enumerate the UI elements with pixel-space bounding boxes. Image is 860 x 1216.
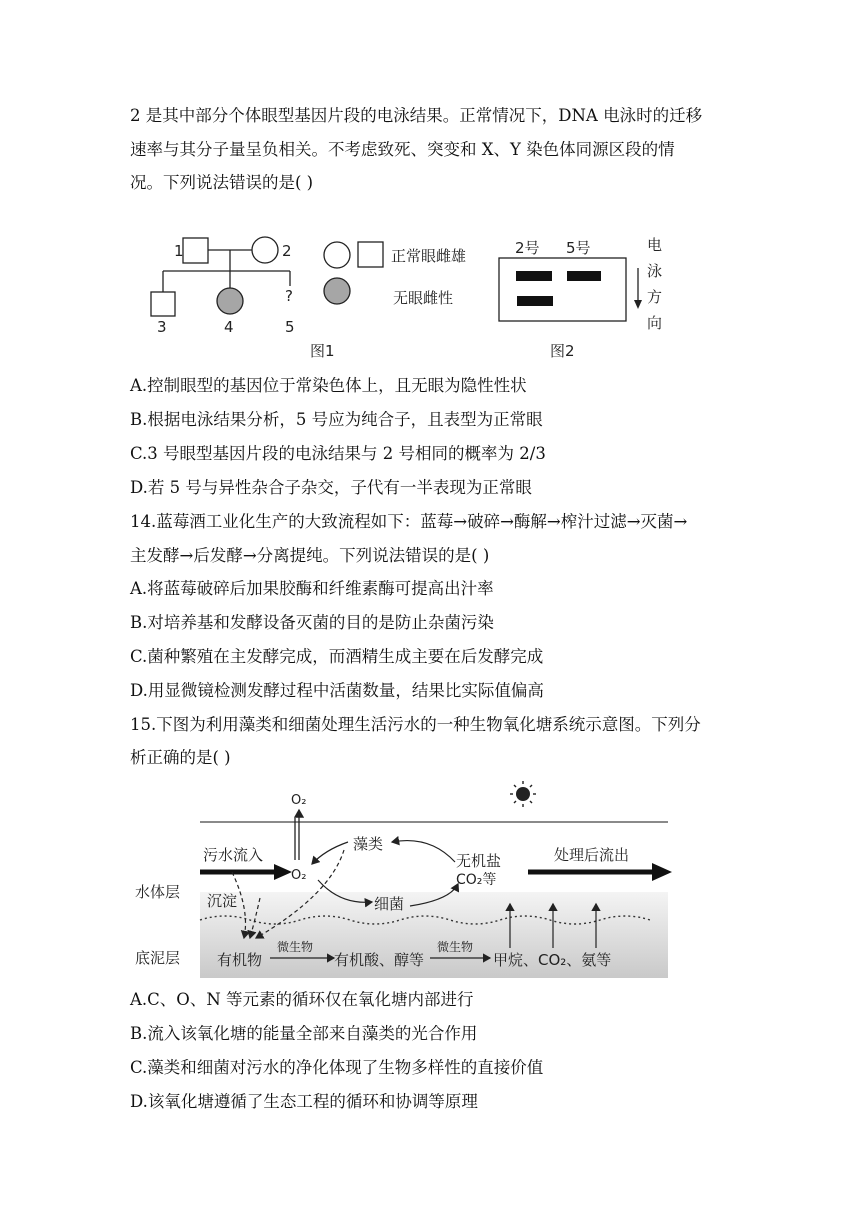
inflow-label: 污水流入 [203, 846, 264, 864]
q14-option-a: A.将蓝莓破碎后加果胶酶和纤维素酶可提高出汁率 [130, 579, 494, 598]
q15-option-a: A.C、O、N 等元素的循环仅在氧化塘内部进行 [130, 990, 474, 1009]
outflow-label: 处理后流出 [554, 846, 630, 864]
figure1-caption: 图1 [310, 342, 335, 360]
mud-layer-label: 底泥层 [135, 949, 181, 967]
q14-option-c: C.菌种繁殖在主发酵完成，而酒精生成主要在后发酵完成 [130, 647, 544, 666]
microbe-label-2: 微生物 [437, 940, 474, 954]
q13-option-a: A.控制眼型的基因位于常染色体上，且无眼为隐性性状 [130, 376, 527, 395]
q14-stem-line-2: 主发酵→后发酵→分离提纯。下列说法错误的是( ) [130, 546, 490, 565]
q14-option-b: B.对培养基和发酵设备灭菌的目的是防止杂菌污染 [130, 613, 494, 632]
q13-option-d: D.若 5 号与异性杂合子杂交，子代有一半表现为正常眼 [130, 478, 532, 497]
pedigree-member-2 [252, 237, 278, 263]
q14-option-d: D.用显微镜检测发酵过程中活菌数量，结果比实际值偏高 [130, 681, 544, 700]
water-layer-label: 水体层 [135, 883, 181, 901]
co2-label: CO₂等 [456, 872, 497, 888]
direction-label-1: 电 [647, 236, 663, 254]
intro-line-1: 2 是其中部分个体眼型基因片段的电泳结果。正常情况下，DNA 电泳时的迁移 [130, 106, 703, 125]
pedigree-and-electrophoresis-figure [0, 228, 860, 363]
legend-affected-label: 无眼雌性 [393, 289, 454, 307]
microbe-label-1: 微生物 [277, 940, 314, 954]
q15-option-c: C.藻类和细菌对污水的净化体现了生物多样性的直接价值 [130, 1058, 544, 1077]
q13-option-b: B.根据电泳结果分析，5 号应为纯合子，且表型为正常眼 [130, 410, 543, 429]
o2-top-label: O₂ [291, 793, 307, 808]
legend-normal-female-symbol [324, 242, 350, 268]
band-lane5 [567, 271, 601, 281]
q15-stem-line-2: 析正确的是( ) [130, 748, 231, 767]
member-label-4: 4 [224, 318, 234, 336]
lane-label-2: 2号 [515, 239, 540, 257]
inorganic-salt-label: 无机盐 [456, 852, 502, 870]
outflow-arrow [652, 863, 672, 881]
direction-label-2: 泳 [647, 262, 663, 280]
legend-normal-label: 正常眼雌雄 [391, 247, 467, 265]
inflow-arrow [274, 864, 292, 880]
pedigree-member-3 [151, 292, 175, 316]
band-lane2-upper [516, 271, 552, 281]
band-lane2-lower [517, 296, 553, 306]
intro-line-2: 速率与其分子量呈负相关。不考虑致死、突变和 X、Y 染色体同源区段的情 [130, 140, 675, 159]
bacteria-label: 细菌 [374, 895, 405, 913]
member-label-1: 1 [174, 242, 184, 260]
legend-affected-female-symbol [324, 278, 350, 304]
gases-label: 甲烷、CO₂、氨等 [493, 951, 612, 969]
q15-option-b: B.流入该氧化塘的能量全部来自藻类的光合作用 [130, 1024, 478, 1043]
pedigree-member-4 [217, 288, 243, 314]
q15-option-d: D.该氧化塘遵循了生态工程的循环和协调等原理 [130, 1092, 478, 1111]
member-label-3: 3 [157, 318, 167, 336]
q15-stem-line-1: 15.下图为利用藻类和细菌处理生活污水的一种生物氧化塘系统示意图。下列分 [130, 715, 701, 734]
legend-normal-male-symbol [358, 242, 383, 267]
o2-mid-label: O₂ [291, 868, 307, 883]
organic-matter-label: 有机物 [217, 951, 263, 969]
algae-label: 藻类 [353, 835, 384, 853]
sediment-label: 沉淀 [207, 892, 238, 910]
member-label-5: 5 [285, 318, 295, 336]
member-5-unknown-mark: ? [285, 287, 293, 305]
direction-label-3: 方 [647, 288, 663, 306]
sun-icon [510, 781, 536, 807]
gel-frame [499, 258, 626, 321]
pedigree-member-1 [183, 238, 208, 263]
q14-stem-line-1: 14.蓝莓酒工业化生产的大致流程如下：蓝莓→破碎→酶解→榨汁过滤→灭菌→ [130, 512, 688, 531]
direction-label-4: 向 [647, 314, 663, 332]
lane-label-5: 5号 [566, 239, 591, 257]
figure2-caption: 图2 [550, 342, 575, 360]
member-label-2: 2 [282, 242, 292, 260]
oxidation-pond-diagram [0, 780, 860, 980]
intro-line-3: 况。下列说法错误的是( ) [130, 173, 314, 192]
q13-option-c: C.3 号眼型基因片段的电泳结果与 2 号相同的概率为 2/3 [130, 444, 546, 463]
organic-acids-label: 有机酸、醇等 [334, 951, 425, 969]
